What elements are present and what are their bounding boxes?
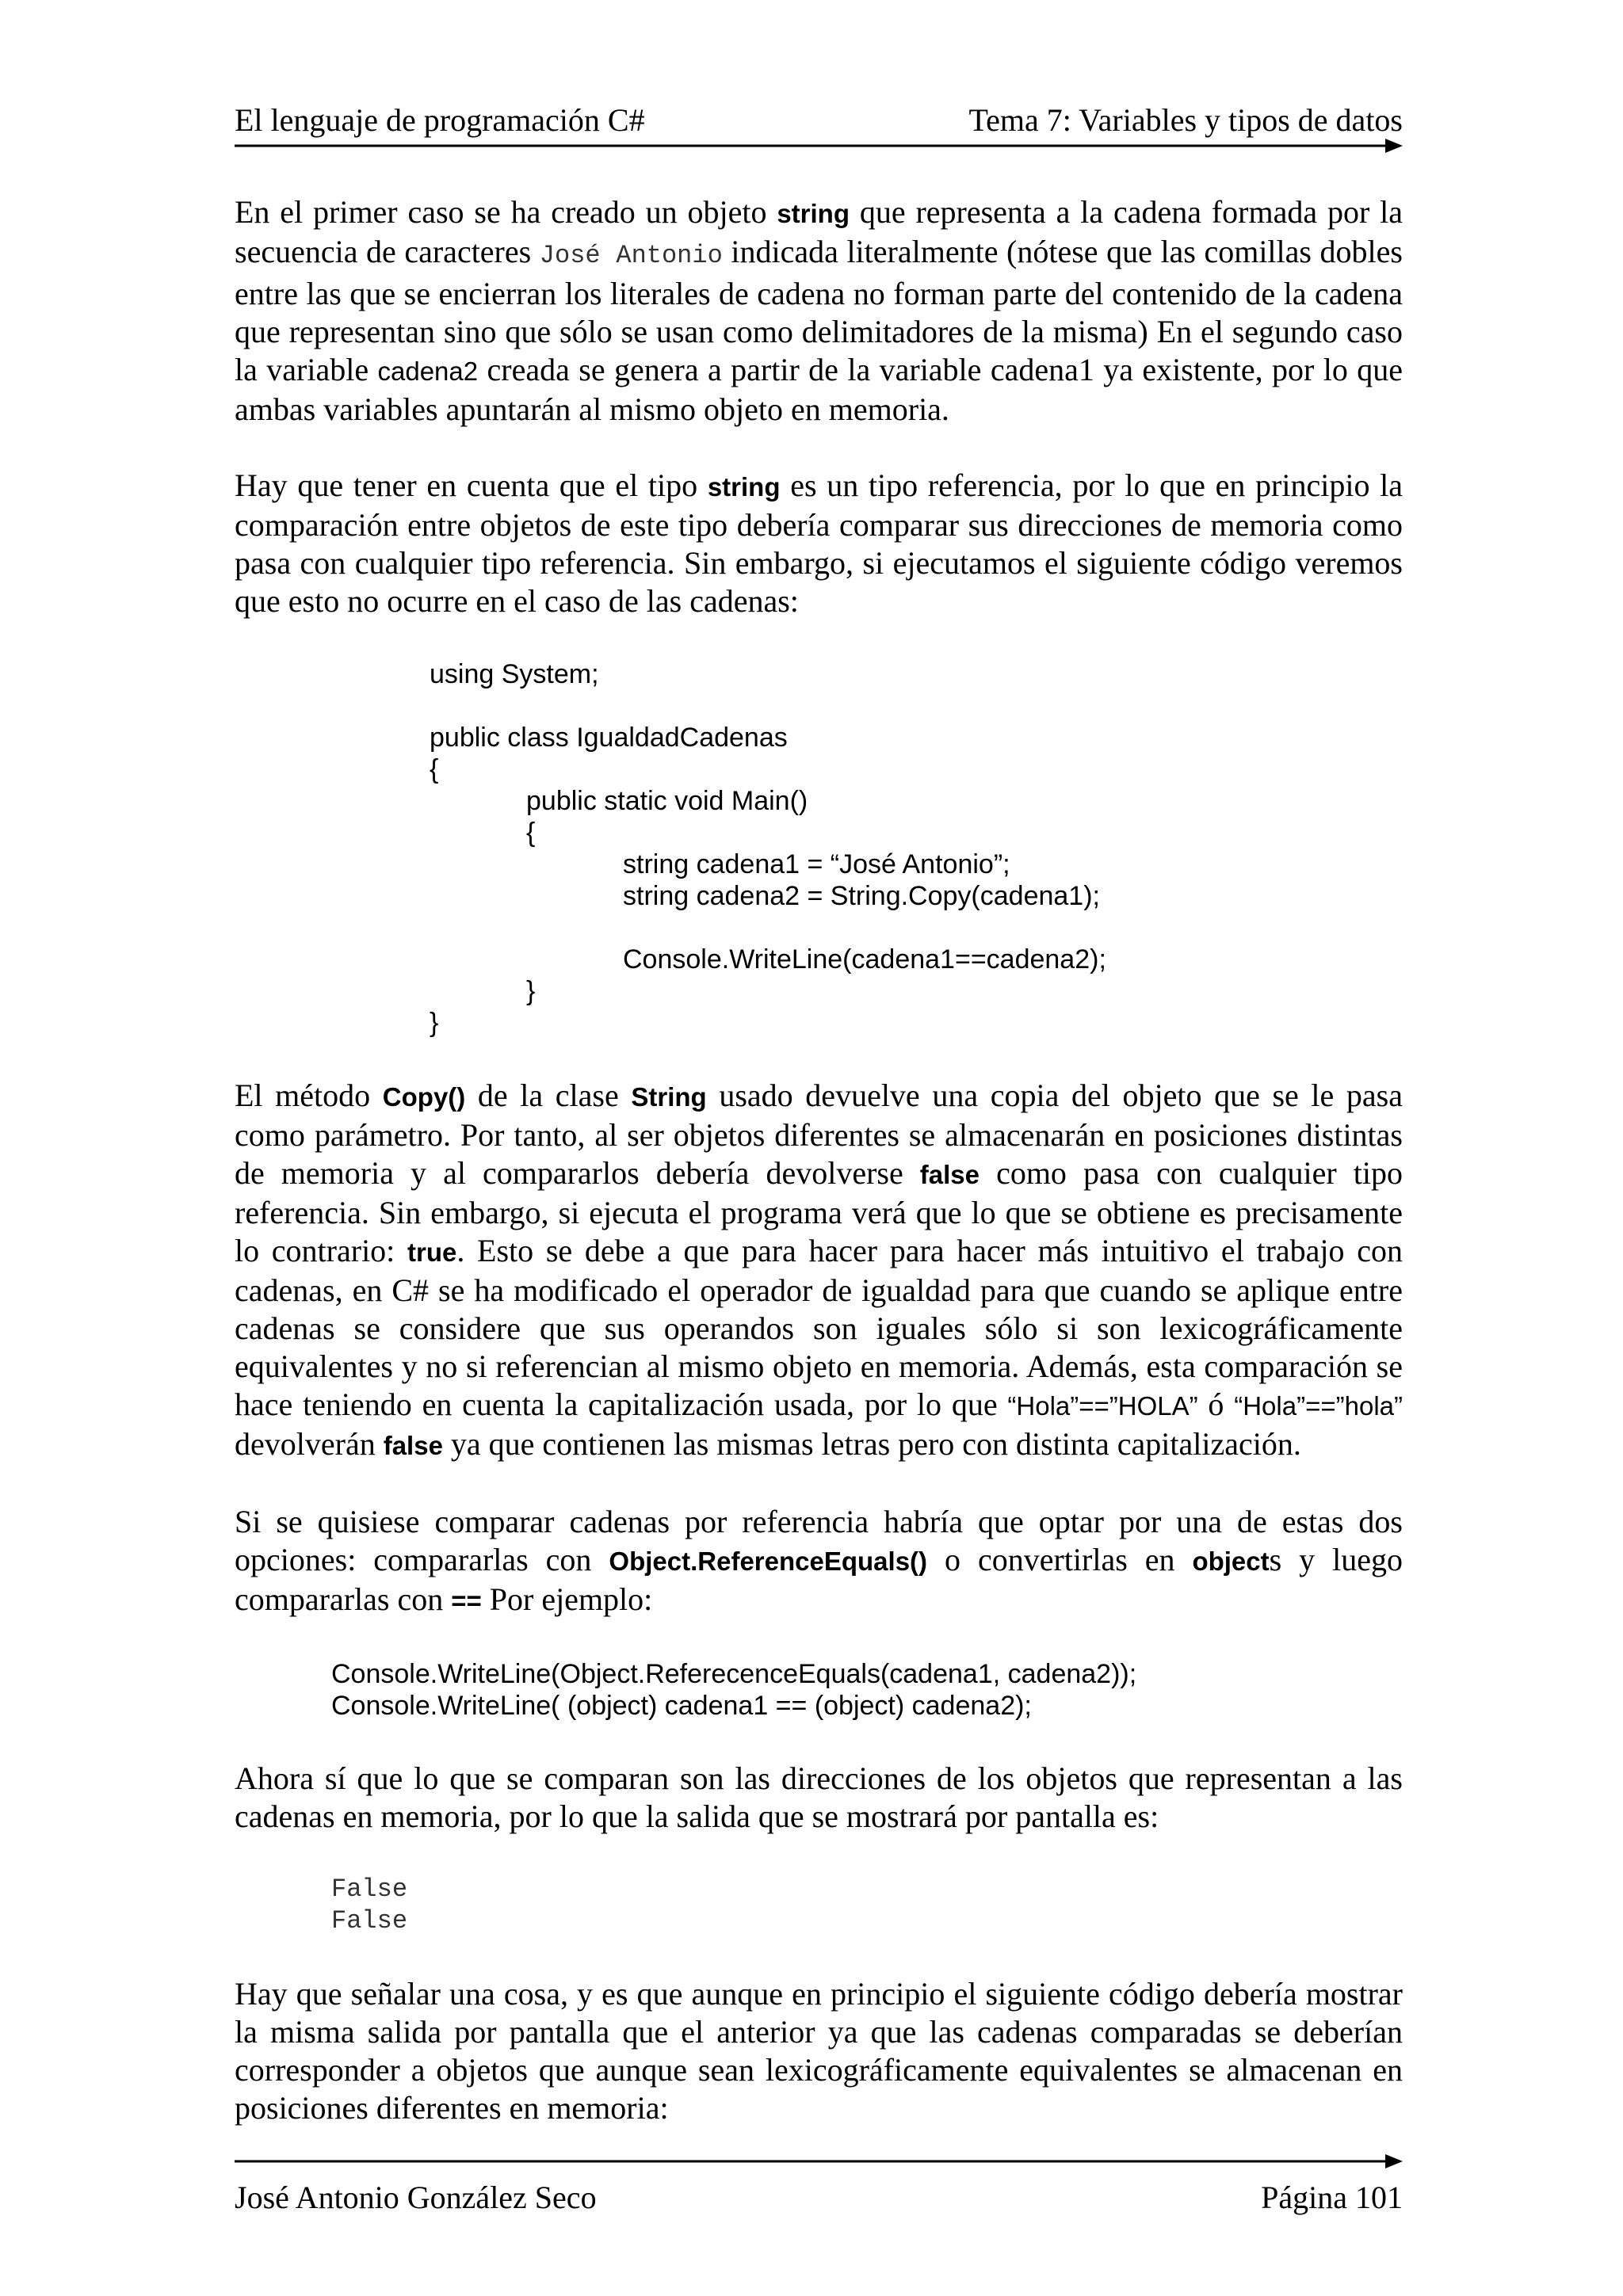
paragraph-1: En el primer caso se ha creado un objeto string que representa a la cadena formada por la secuencia de caracteres José Antonio indicada literalmente (nótese que las comillas dobles entre las que se encierran los literales de cadena no forman parte del contenido de la cadena que representan sino que sólo se usan como delimitadores de la misma) En el segundo caso la variable cadena2 creada se genera a partir de la variable cadena1 ya existente, por lo que ambas variables apuntarán al mismo objeto en memoria.: [235, 194, 1403, 427]
paragraph-3: El método Copy() de la clase String usado devuelve una copia del objeto que se le pasa como parámetro. Por tanto, al ser objetos diferentes se almacenarán en posiciones distintas de memoria y al compararlos debería devolverse false como pasa con cualquier tipo referencia. Sin embargo, si ejecuta el programa verá que lo que se obtiene es precisamente lo contrario: true. Esto se debe a que para hacer para hacer más intuitivo el trabajo con cadenas, en C# se ha modificado el operador de igualdad para que cuando se aplique entre cadenas se considere que sus operandos son iguales sólo si son lexicográficamente equivalentes y no si referencian al mismo objeto en memoria. Además, esta comparación se hace teniendo en cuenta la capitalización usada, por lo que “Hola”==”HOLA” ó “Hola”==”hola” devolverán false ya que contienen las mismas letras pero con distinta capitalización.: [235, 1077, 1403, 1462]
keyword-string: string: [707, 472, 781, 502]
literal-jose-antonio: José Antonio: [539, 241, 723, 270]
keyword-false: false: [919, 1160, 980, 1189]
page-body: [235, 193, 1403, 2165]
code-line: }: [430, 1008, 439, 1038]
keyword-copy: Copy(): [382, 1082, 466, 1112]
header-rule-arrow: [235, 136, 1403, 155]
code-line: Console.WriteLine( (object) cadena1 == (object) cadena2);: [331, 1691, 1032, 1721]
code-line: public class IgualdadCadenas: [430, 723, 788, 753]
code-block-reference-equals: [331, 1658, 1403, 1722]
document-page: [235, 0, 1403, 2296]
inline-code-hola-lower: “Hola”==”hola”: [1234, 1391, 1403, 1421]
paragraph-5: Ahora sí que lo que se comparan son las direcciones de los objetos que representan a las cadenas en memoria, por lo que la salida que se mostrará por pantalla es:: [235, 1760, 1403, 1834]
paragraph-2: Hay que tener en cuenta que el tipo string es un tipo referencia, por lo que en principio la comparación entre objetos de este tipo debería comparar sus direcciones de memoria como pasa con cualquier tipo referencia. Sin embargo, si ejecutamos el siguiente código veremos que esto no ocurre en el caso de las cadenas:: [235, 467, 1403, 619]
keyword-reference-equals: Object.ReferenceEquals(): [609, 1547, 928, 1576]
code-line: string cadena2 = String.Copy(cadena1);: [623, 881, 1100, 911]
code-line: public static void Main(): [526, 786, 808, 816]
code-line: using System;: [430, 659, 599, 689]
inline-code-hola-upper: “Hola”==”HOLA”: [1007, 1391, 1198, 1421]
keyword-string: string: [777, 199, 850, 228]
paragraph-4: Si se quisiese comparar cadenas por referencia habría que optar por una de estas dos opciones: compararlas con Object.ReferenceEquals() o convertirlas en objects y luego compararlas con == Por ejemplo:: [235, 1504, 1403, 1617]
footer-rule-arrow: [235, 2152, 1403, 2171]
code-line: }: [526, 976, 536, 1006]
paragraph-6: Hay que señalar una cosa, y es que aunque en principio el siguiente código debería mostrar la misma salida por pantalla que el anterior ya que las cadenas comparadas se deberían corresponder a objetos que aunque sean lexicográficamente equivalentes se almacenan en posiciones diferentes en memoria:: [235, 1976, 1403, 2126]
output-line: False: [331, 1875, 408, 1904]
header-chapter-title: Tema 7: Variables y tipos de datos: [968, 102, 1403, 138]
code-line: {: [526, 818, 536, 848]
code-line: {: [430, 754, 439, 784]
header-book-title: El lenguaje de programación C#: [235, 102, 645, 138]
output-line: False: [331, 1906, 408, 1936]
keyword-true: true: [407, 1238, 457, 1267]
keyword-string-class: String: [631, 1082, 707, 1112]
code-line: Console.WriteLine(Object.ReferecenceEquals(cadena1, cadena2));: [331, 1659, 1137, 1689]
footer-page-number: Página 101: [1261, 2180, 1403, 2215]
footer-author: José Antonio González Seco: [235, 2180, 597, 2215]
keyword-false: false: [383, 1431, 443, 1460]
identifier-cadena2: cadena2: [377, 357, 479, 386]
code-block-igualdad-cadenas: [430, 658, 1403, 1039]
keyword-equality-operator: ==: [451, 1586, 482, 1615]
console-output-block: [331, 1874, 1403, 1937]
keyword-object: object: [1192, 1547, 1270, 1576]
code-line: string cadena1 = “José Antonio”;: [623, 849, 1010, 879]
code-line: Console.WriteLine(cadena1==cadena2);: [623, 944, 1106, 974]
page-footer: [235, 2176, 1403, 2220]
